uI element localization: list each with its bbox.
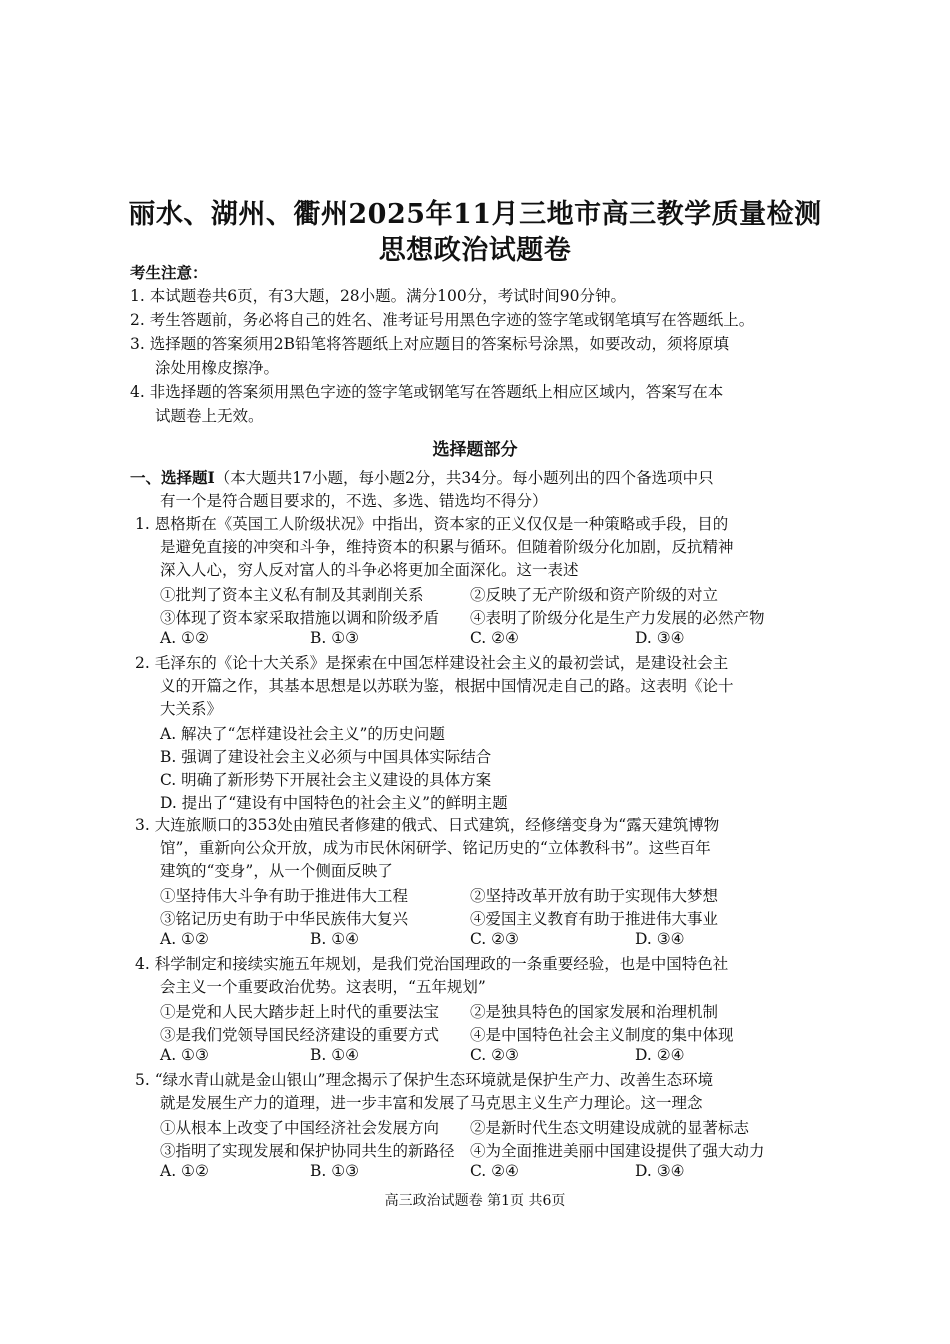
q5-text: 就是发展生产力的道理，进一步丰富和发展了马克思主义生产力理论。这一理念 bbox=[160, 1094, 703, 1112]
q1-statement: ④表明了阶级分化是生产力发展的必然产物 bbox=[470, 609, 765, 627]
q4-statement: ②是独具特色的国家发展和治理机制 bbox=[470, 1003, 719, 1021]
q1-statement: ①批判了资本主义私有制及其剥削关系 bbox=[160, 586, 424, 604]
notice-heading: 考生注意： bbox=[130, 263, 208, 282]
q1-option-a: A. ①② bbox=[160, 629, 209, 647]
q5-statement: ③指明了实现发展和保护协同共生的新路径 bbox=[160, 1142, 455, 1160]
part1-heading bbox=[130, 468, 714, 488]
q2-text: 2. 毛泽东的《论十大关系》是探索在中国怎样建设社会主义的最初尝试，是建设社会主 bbox=[135, 654, 729, 672]
exam-subtitle: 思想政治试题卷 bbox=[378, 235, 572, 266]
q5-statement: ④为全面推进美丽中国建设提供了强大动力 bbox=[470, 1142, 765, 1160]
exam-title: 丽水、湖州、衢州2025年11月三地市高三教学质量检测 bbox=[128, 199, 822, 230]
q1-option-c: C. ②④ bbox=[470, 629, 519, 647]
q1-text: 深入人心，穷人反对富人的斗争必将更加全面深化。这一表述 bbox=[160, 561, 579, 579]
q4-statement: ①是党和人民大踏步赶上时代的重要法宝 bbox=[160, 1003, 440, 1021]
q2-option-d: D. 提出了“建设有中国特色的社会主义”的鲜明主题 bbox=[160, 794, 508, 812]
q4-statement: ④是中国特色社会主义制度的集中体现 bbox=[470, 1026, 734, 1044]
part1-heading-rest: （本大题共17小题，每小题2分，共34分。每小题列出的四个备选项中只 bbox=[214, 469, 714, 487]
notice-item: 1. 本试题卷共6页，有3大题，28小题。满分100分，考试时间90分钟。 bbox=[130, 287, 626, 305]
section-title: 选择题部分 bbox=[432, 440, 518, 460]
part1-heading-line2: 有一个是符合题目要求的，不选、多选、错选均不得分） bbox=[160, 492, 548, 510]
q4-option-a: A. ①③ bbox=[160, 1046, 209, 1064]
q2-text: 义的开篇之作，其基本思想是以苏联为鉴，根据中国情况走自己的路。这表明《论十 bbox=[160, 677, 734, 695]
q3-option-a: A. ①② bbox=[160, 930, 209, 948]
q1-text: 1. 恩格斯在《英国工人阶级状况》中指出，资本家的正义仅仅是一种策略或手段，目的 bbox=[135, 515, 729, 533]
q1-option-b: B. ①③ bbox=[310, 629, 360, 647]
q3-statement: ①坚持伟大斗争有助于推进伟大工程 bbox=[160, 887, 409, 905]
q4-text: 4. 科学制定和接续实施五年规划，是我们党治国理政的一条重要经验，也是中国特色社 bbox=[135, 955, 729, 973]
q5-text: 5. “绿水青山就是金山银山”理念揭示了保护生态环境就是保护生产力、改善生态环境 bbox=[135, 1071, 714, 1089]
q3-statement: ③铭记历史有助于中华民族伟大复兴 bbox=[160, 910, 409, 928]
q4-text: 会主义一个重要政治优势。这表明，“五年规划” bbox=[160, 978, 486, 996]
q2-text: 大关系》 bbox=[160, 700, 223, 718]
q1-text: 是避免直接的冲突和斗争，维持资本的积累与循环。但随着阶级分化加剧，反抗精神 bbox=[160, 538, 734, 556]
notice-item: 4. 非选择题的答案须用黑色字迹的签字笔或钢笔写在答题纸上相应区域内，答案写在本 bbox=[130, 383, 724, 401]
q1-option-d: D. ③④ bbox=[635, 629, 685, 647]
notice-item: 2. 考生答题前，务必将自己的姓名、准考证号用黑色字迹的签字笔或钢笔填写在答题纸上。 bbox=[130, 311, 755, 329]
q4-option-c: C. ②③ bbox=[470, 1046, 519, 1064]
notice-item: 试题卷上无效。 bbox=[155, 407, 264, 425]
q2-option-c: C. 明确了新形势下开展社会主义建设的具体方案 bbox=[160, 771, 492, 789]
q3-text: 3. 大连旅顺口的353处由殖民者修建的俄式、日式建筑，经修缮变身为“露天建筑博物 bbox=[135, 816, 720, 834]
q5-option-b: B. ①③ bbox=[310, 1162, 360, 1180]
q5-option-a: A. ①② bbox=[160, 1162, 209, 1180]
q4-statement: ③是我们党领导国民经济建设的重要方式 bbox=[160, 1026, 440, 1044]
q5-statement: ①从根本上改变了中国经济社会发展方向 bbox=[160, 1119, 440, 1137]
q4-option-b: B. ①④ bbox=[310, 1046, 360, 1064]
q3-option-b: B. ①④ bbox=[310, 930, 360, 948]
notice-item: 3. 选择题的答案须用2B铅笔将答题纸上对应题目的答案标号涂黑，如要改动，须将原填 bbox=[130, 335, 729, 353]
q2-option-a: A. 解决了“怎样建设社会主义”的历史问题 bbox=[160, 725, 445, 743]
q5-option-c: C. ②④ bbox=[470, 1162, 519, 1180]
q4-option-d: D. ②④ bbox=[635, 1046, 685, 1064]
q5-statement: ②是新时代生态文明建设成就的显著标志 bbox=[470, 1119, 750, 1137]
notice-item: 涂处用橡皮擦净。 bbox=[155, 359, 280, 377]
q3-statement: ②坚持改革开放有助于实现伟大梦想 bbox=[470, 887, 719, 905]
q2-option-b: B. 强调了建设社会主义必须与中国具体实际结合 bbox=[160, 748, 492, 766]
q3-text: 建筑的“变身”，从一个侧面反映了 bbox=[160, 862, 393, 880]
q1-statement: ③体现了资本家采取措施以调和阶级矛盾 bbox=[160, 609, 440, 627]
q5-option-d: D. ③④ bbox=[635, 1162, 685, 1180]
part1-heading-bold: 一、选择题Ⅰ bbox=[130, 468, 215, 487]
q3-statement: ④爱国主义教育有助于推进伟大事业 bbox=[470, 910, 719, 928]
page-footer: 高三政治试题卷 第1页 共6页 bbox=[384, 1193, 566, 1209]
q3-text: 馆”，重新向公众开放，成为市民休闲研学、铭记历史的“立体教科书”。这些百年 bbox=[160, 839, 711, 857]
q3-option-c: C. ②③ bbox=[470, 930, 519, 948]
q1-statement: ②反映了无产阶级和资产阶级的对立 bbox=[470, 586, 719, 604]
q3-option-d: D. ③④ bbox=[635, 930, 685, 948]
